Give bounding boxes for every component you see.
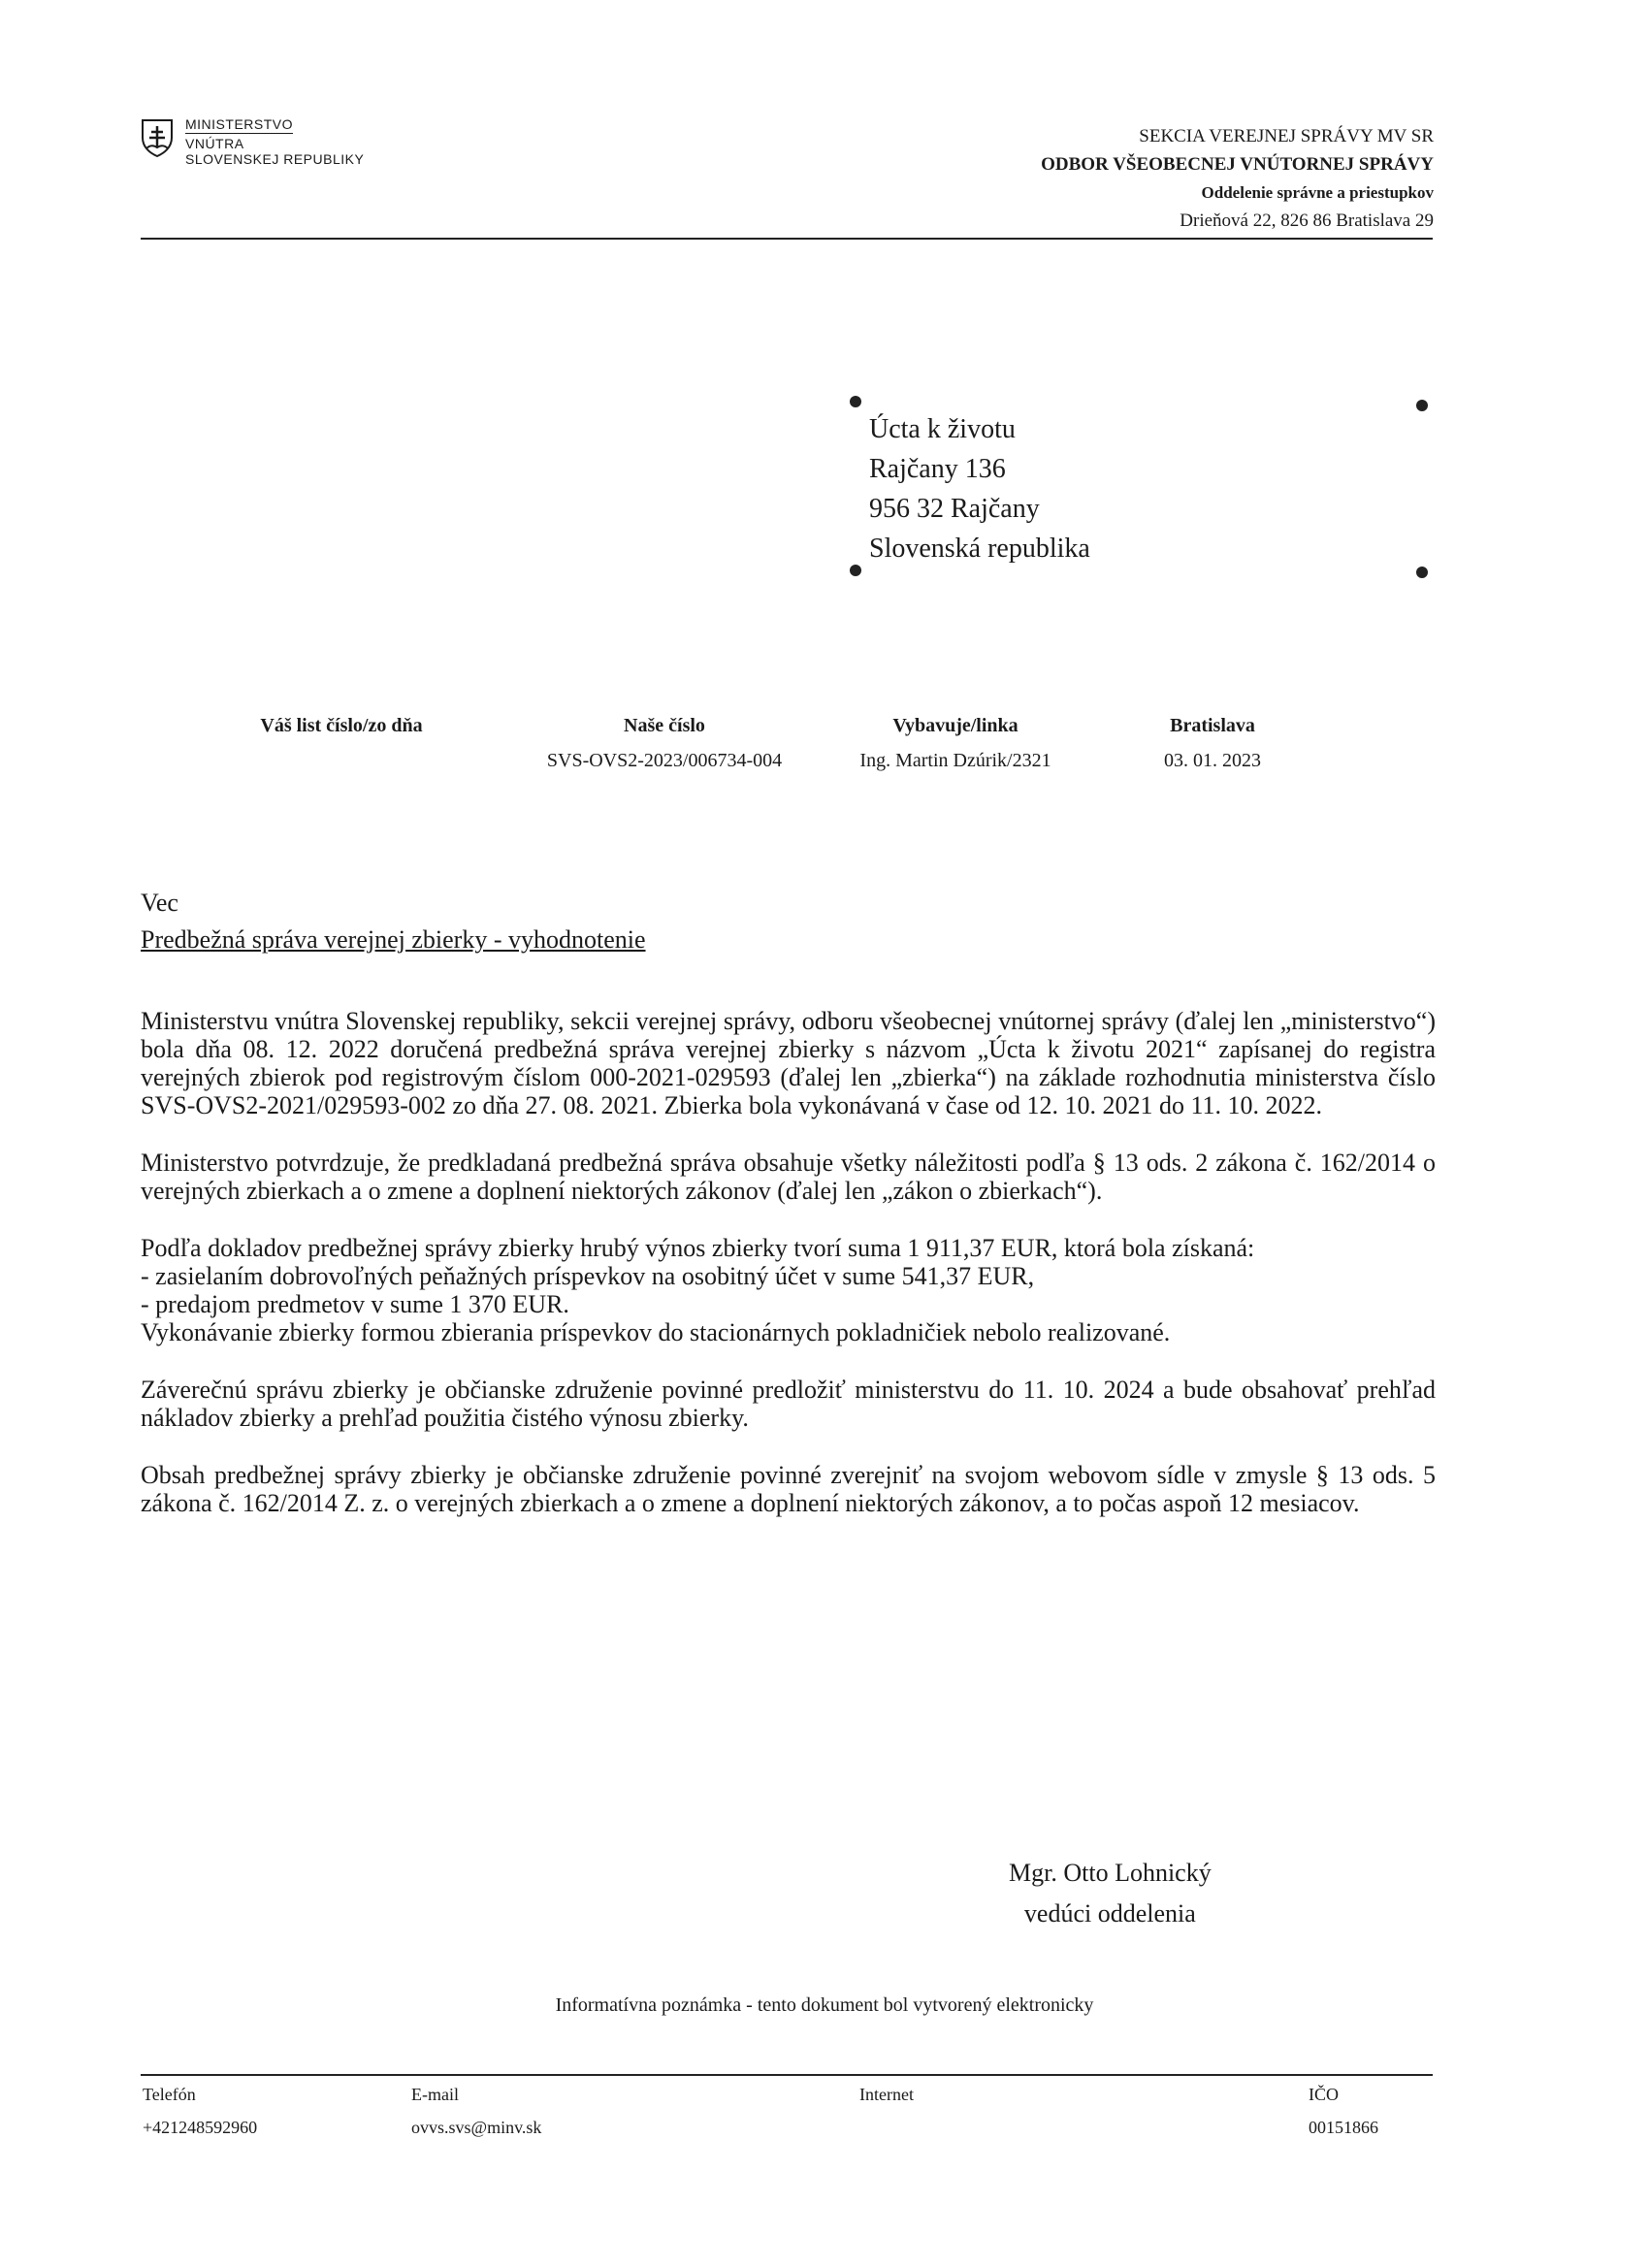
ref-our-number-value: SVS-OVS2-2023/006734-004 [546, 750, 783, 771]
signatory-position: vedúci oddelenia [1023, 1899, 1196, 1928]
ref-handled-by-value: Ing. Martin Dzúrik/2321 [859, 750, 1051, 771]
subject-label: Vec [141, 889, 178, 917]
ref-your-letter-label: Váš list číslo/zo dňa [260, 715, 423, 736]
footer-ico [1309, 2078, 1378, 2144]
sender-section: SEKCIA VEREJNEJ SPRÁVY MV SR [1139, 126, 1434, 146]
recipient-city: 956 32 Rajčany [869, 494, 1040, 524]
recipient-address [869, 409, 1090, 568]
logo-line-1: MINISTERSTVO [185, 116, 294, 132]
logo-line-3: SLOVENSKEJ REPUBLIKY [185, 151, 365, 167]
recipient-street: Rajčany 136 [869, 454, 1006, 484]
coat-of-arms-icon [141, 118, 174, 157]
footer-divider [141, 2074, 1433, 2076]
ministry-logo [141, 116, 393, 175]
address-corner-mark [850, 396, 861, 407]
body-paragraph-3 [141, 1234, 1436, 1346]
ref-date-value: 03. 01. 2023 [1164, 750, 1261, 771]
address-corner-mark [1416, 400, 1428, 411]
ref-place-label: Bratislava [1170, 715, 1255, 736]
footer-phone [143, 2078, 257, 2144]
address-corner-mark [850, 565, 861, 576]
ref-your-letter [244, 708, 438, 743]
footer-email-value[interactable]: ovvs.svs@minv.sk [411, 2118, 542, 2137]
footer-ico-value: 00151866 [1309, 2118, 1378, 2137]
logo-line-2: VNÚTRA [185, 136, 244, 151]
footer-ico-label: IČO [1309, 2085, 1339, 2104]
body-paragraph-1: Ministerstvu vnútra Slovenskej republiky, sekcii verejnej správy, odboru všeobecnej vnútornej správy (ďalej len „ministerstvo“) bola dňa 08. 12. 2022 doručená predbežná správa verejnej zbierky s názvom „Úcta k životu 2021“ zapísanej do registra verejných zbierok pod registrovým číslom 000-2021-029593 (ďalej len „zbierka“) na základe rozhodnutia ministerstva číslo SVS-OVS2-2021/029593-002 zo dňa 27. 08. 2021. Zbierka bola vykonávaná v čase od 12. 10. 2021 do 11. 10. 2022. [141, 1007, 1436, 1119]
ref-handled-by-label: Vybavuje/linka [892, 715, 1018, 736]
body-paragraph-4: Záverečnú správu zbierky je občianske združenie povinné predložiť ministerstvu do 11. 10. 2024 a bude obsahovať prehľad nákladov zbierky a prehľad použitia čistého výnosu zbierky. [141, 1376, 1436, 1432]
footer-email [411, 2078, 541, 2144]
address-corner-mark [1416, 567, 1428, 578]
footer-email-label: E-mail [411, 2085, 459, 2104]
footer-phone-value: +421248592960 [143, 2118, 258, 2137]
body-line: Podľa dokladov predbežnej správy zbierky hrubý výnos zbierky tvorí suma 1 911,37 EUR, ktorá bola získaná: [141, 1234, 1255, 1262]
electronic-document-note: Informatívna poznámka - tento dokument bol vytvorený elektronicky [555, 1994, 1094, 2016]
ref-handled-by [834, 708, 1077, 778]
ref-place-date [1135, 708, 1290, 778]
recipient-country: Slovenská republika [869, 534, 1090, 564]
sender-address: Drieňová 22, 826 86 Bratislava 29 [1180, 211, 1434, 231]
signatory-name: Mgr. Otto Lohnický [1009, 1859, 1212, 1887]
signature-block [1009, 1853, 1212, 1934]
footer-internet-label: Internet [859, 2085, 914, 2104]
footer-phone-label: Telefón [143, 2085, 196, 2104]
header-divider [141, 238, 1433, 240]
ref-our-number [519, 708, 810, 778]
sender-block [1041, 122, 1434, 235]
sender-department: ODBOR VŠEOBECNEJ VNÚTORNEJ SPRÁVY [1041, 154, 1434, 175]
subject-block [141, 885, 646, 958]
body-line: Vykonávanie zbierky formou zbierania príspevkov do stacionárnych pokladničiek nebolo realizované. [141, 1318, 1171, 1346]
body-line: - predajom predmetov v sume 1 370 EUR. [141, 1290, 569, 1318]
recipient-name: Úcta k životu [869, 414, 1016, 444]
subject-title: Predbežná správa verejnej zbierky - vyhodnotenie [141, 925, 646, 954]
letter-body [141, 1007, 1436, 1546]
body-paragraph-5: Obsah predbežnej správy zbierky je občianske združenie povinné zverejniť na svojom webovom sídle v zmysle § 13 ods. 5 zákona č. 162/2014 Z. z. o verejných zbierkach a o zmene a doplnení niektorých zákonov, a to počas aspoň 12 mesiacov. [141, 1461, 1436, 1517]
ref-our-number-label: Naše číslo [624, 715, 705, 736]
footer-internet [859, 2078, 914, 2111]
body-line: - zasielaním dobrovoľných peňažných príspevkov na osobitný účet v sume 541,37 EUR, [141, 1262, 1035, 1290]
body-paragraph-2: Ministerstvo potvrdzuje, že predkladaná predbežná správa obsahuje všetky náležitosti podľa § 13 ods. 2 zákona č. 162/2014 o verejných zbierkach a o zmene a doplnení niektorých zákonov (ďalej len „zákon o zbierkach“). [141, 1149, 1436, 1205]
sender-unit: Oddelenie správne a priestupkov [1201, 183, 1434, 202]
